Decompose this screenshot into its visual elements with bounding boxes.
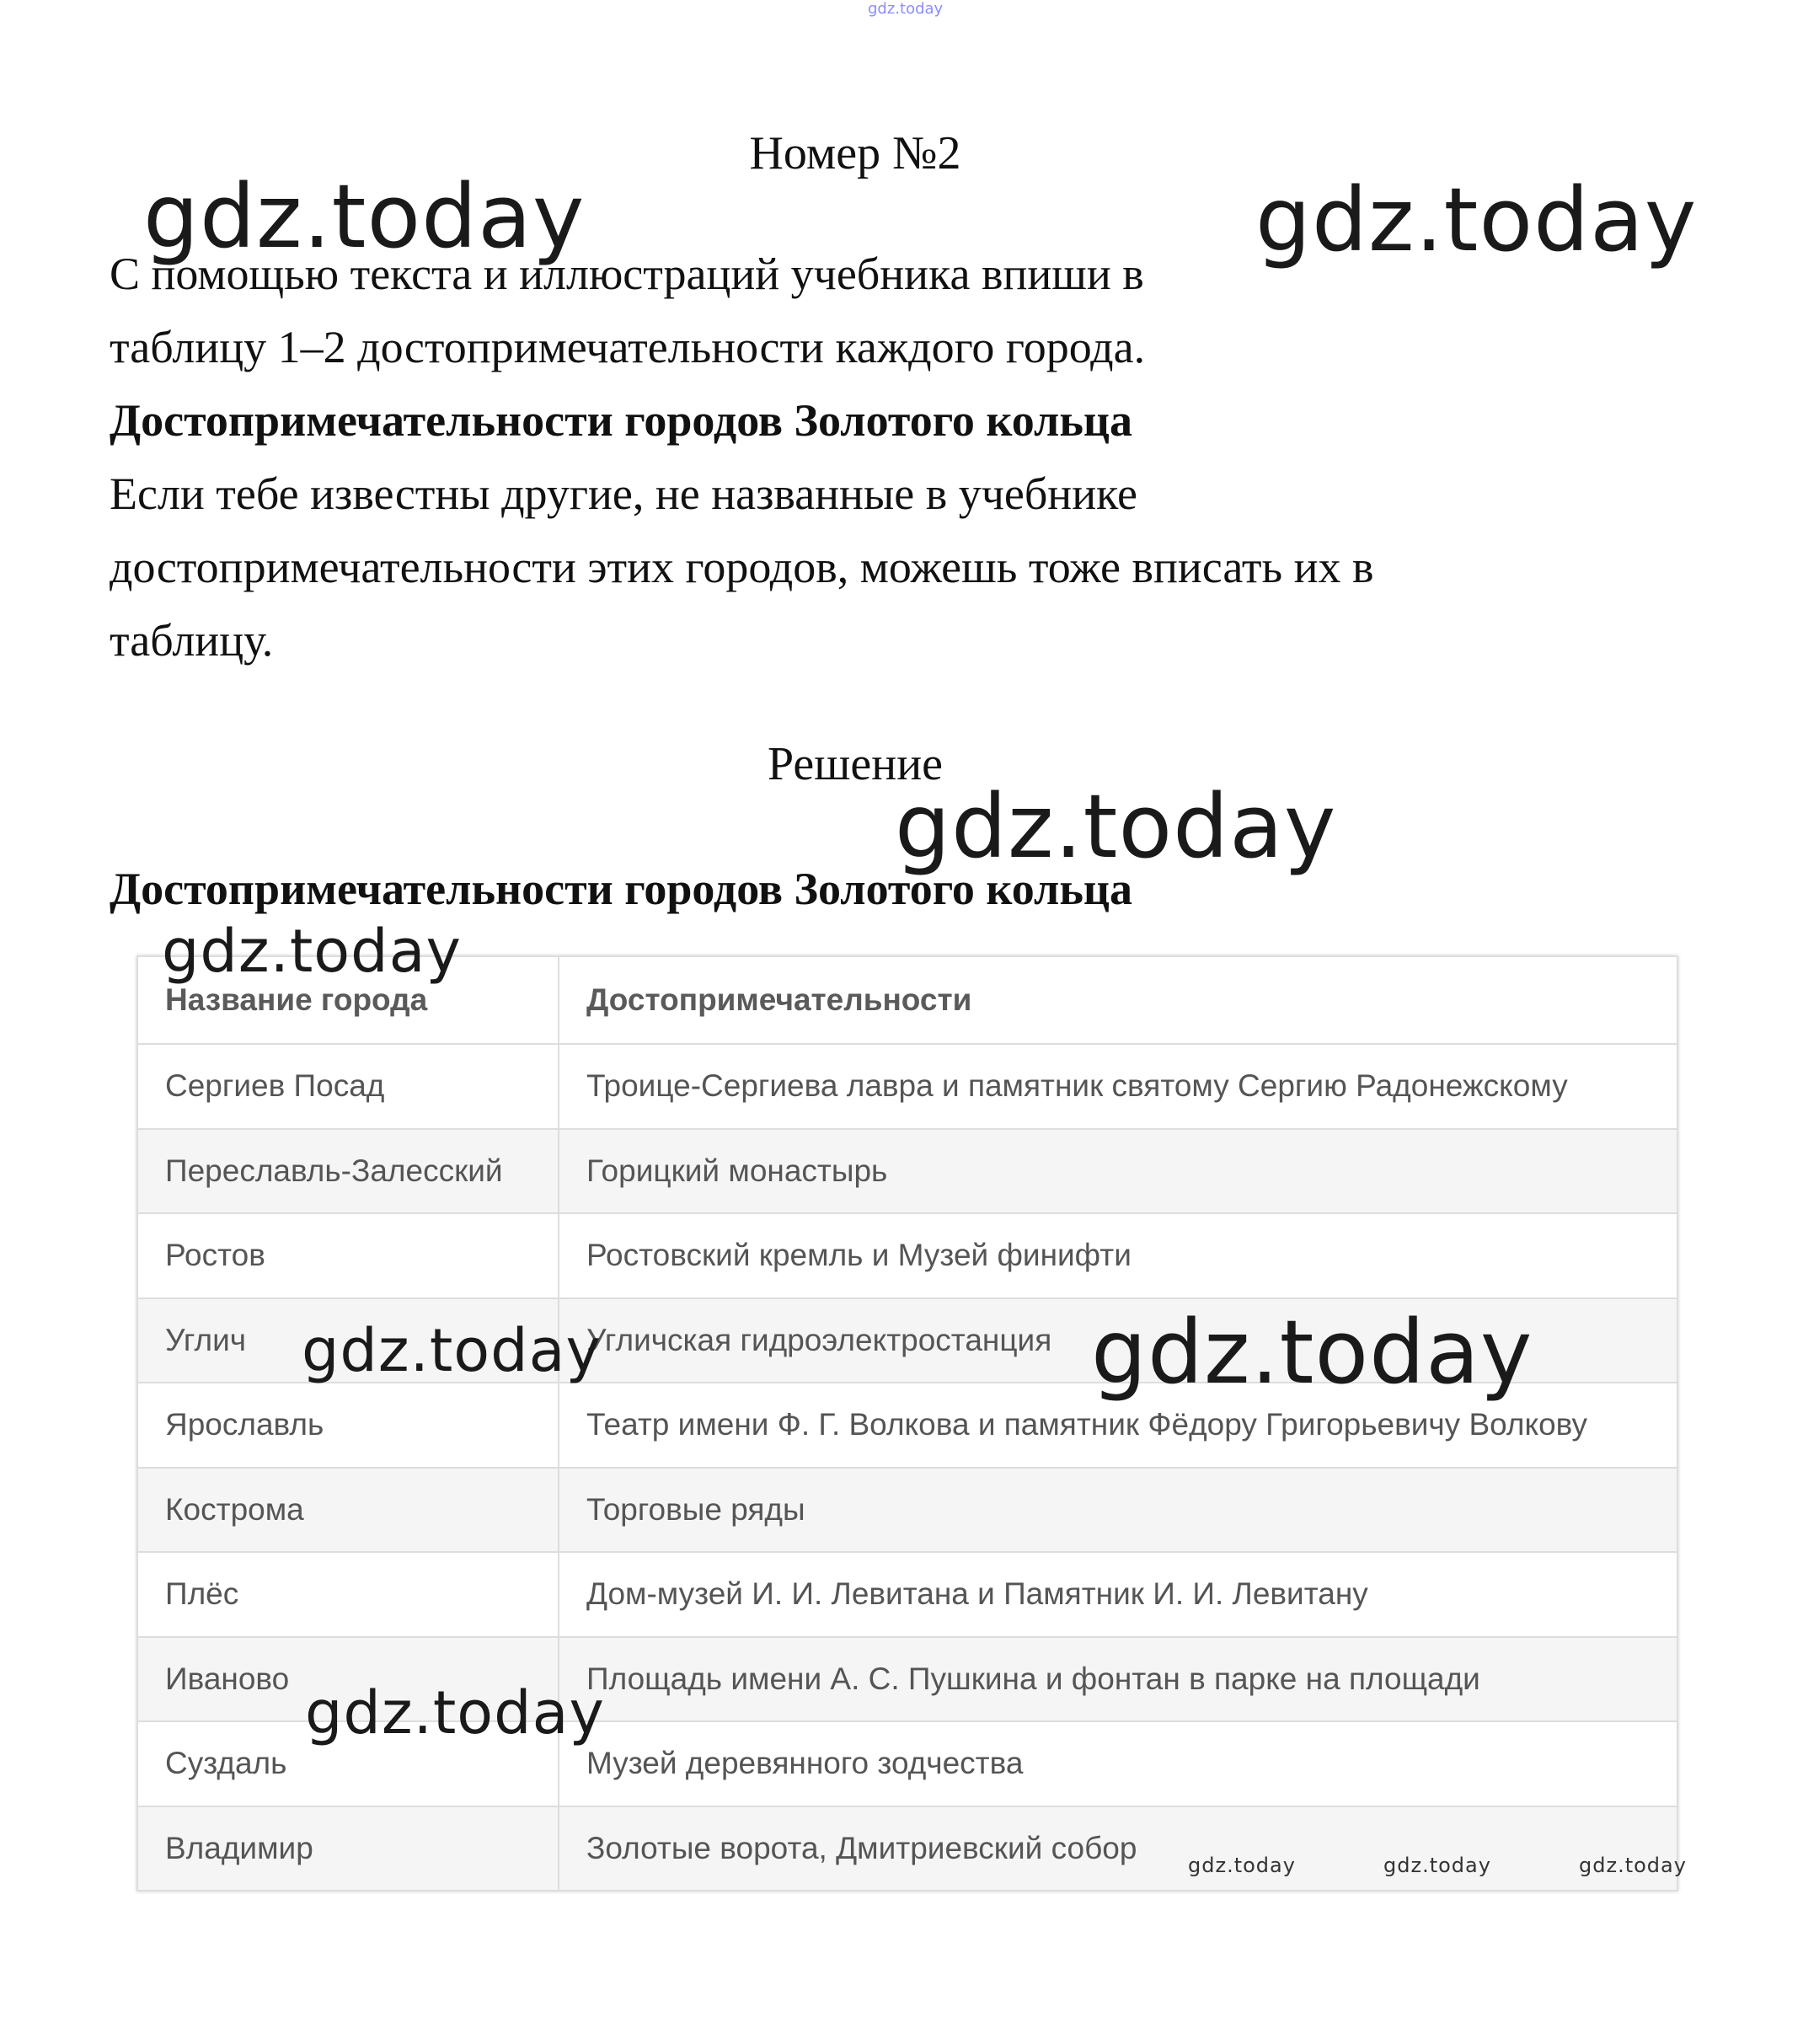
watermark: gdz.today — [1579, 1854, 1687, 1877]
task-table-title: Достопримечательности городов Золотого кольца — [110, 395, 1133, 446]
watermark: gdz.today — [1383, 1854, 1491, 1877]
watermark: gdz.today — [1255, 169, 1698, 271]
watermark: gdz.today — [302, 1316, 602, 1385]
table-row — [137, 1044, 1677, 1129]
sights-cell: Троице-Сергиева лавра и памятник святому Сергию Радонежскому — [559, 1044, 1677, 1129]
city-cell: Плёс — [137, 1552, 559, 1637]
city-cell: Углич — [137, 1298, 559, 1383]
table-row — [137, 1806, 1677, 1892]
sights-cell: Торговые ряды — [559, 1468, 1677, 1553]
city-cell: Иваново — [137, 1637, 559, 1722]
task-title: Номер №2 — [749, 127, 961, 179]
table-row — [137, 1129, 1677, 1214]
header-city: Название города — [137, 956, 559, 1044]
solution-heading: Достопримечательности городов Золотого кольца — [110, 864, 1133, 914]
city-cell: Кострома — [137, 1468, 559, 1553]
city-cell: Сергиев Посад — [137, 1044, 559, 1129]
city-cell: Владимир — [137, 1806, 559, 1892]
watermark: gdz.today — [162, 917, 462, 986]
top-watermark: gdz.today — [868, 0, 944, 18]
sights-cell: Музей деревянного зодчества — [559, 1721, 1677, 1806]
sights-cell: Горицкий монастырь — [559, 1129, 1677, 1214]
task-text-line: таблицу 1–2 достопримечательности каждого города. — [110, 322, 1146, 372]
table-row — [137, 1468, 1677, 1553]
watermark: gdz.today — [1188, 1854, 1296, 1877]
task-text-line: Если тебе известны другие, не названные в учебнике — [110, 468, 1137, 519]
sights-table — [136, 955, 1678, 1892]
sights-cell: Угличская гидроэлектростанция — [559, 1298, 1677, 1383]
sights-cell: Дом-музей И. И. Левитана и Памятник И. И. Левитану — [559, 1552, 1677, 1637]
watermark: gdz.today — [1091, 1301, 1533, 1404]
city-cell: Переславль-Залесский — [137, 1129, 559, 1214]
solution-title: Решение — [767, 738, 944, 790]
watermark: gdz.today — [143, 165, 586, 268]
city-cell: Суздаль — [137, 1721, 559, 1806]
header-sights: Достопримечательности — [559, 956, 1677, 1044]
sights-cell: Театр имени Ф. Г. Волкова и памятник Фёдору Григорьевичу Волкову — [559, 1383, 1677, 1468]
sights-cell: Ростовский кремль и Музей финифти — [559, 1213, 1677, 1298]
watermark: gdz.today — [895, 775, 1337, 878]
task-text-line: С помощью текста и иллюстраций учебника впиши в — [110, 249, 1144, 299]
watermark: gdz.today — [305, 1678, 605, 1747]
sights-cell: Золотые ворота, Дмитриевский собор — [559, 1806, 1677, 1892]
table-row — [137, 1213, 1677, 1298]
table-row — [137, 1552, 1677, 1637]
task-text-line: достопримечательности этих городов, можешь тоже вписать их в — [110, 542, 1374, 592]
city-cell: Ярославль — [137, 1383, 559, 1468]
city-cell: Ростов — [137, 1213, 559, 1298]
task-text-line: таблицу. — [110, 615, 274, 666]
sights-cell: Площадь имени А. С. Пушкина и фонтан в парке на площади — [559, 1637, 1677, 1722]
